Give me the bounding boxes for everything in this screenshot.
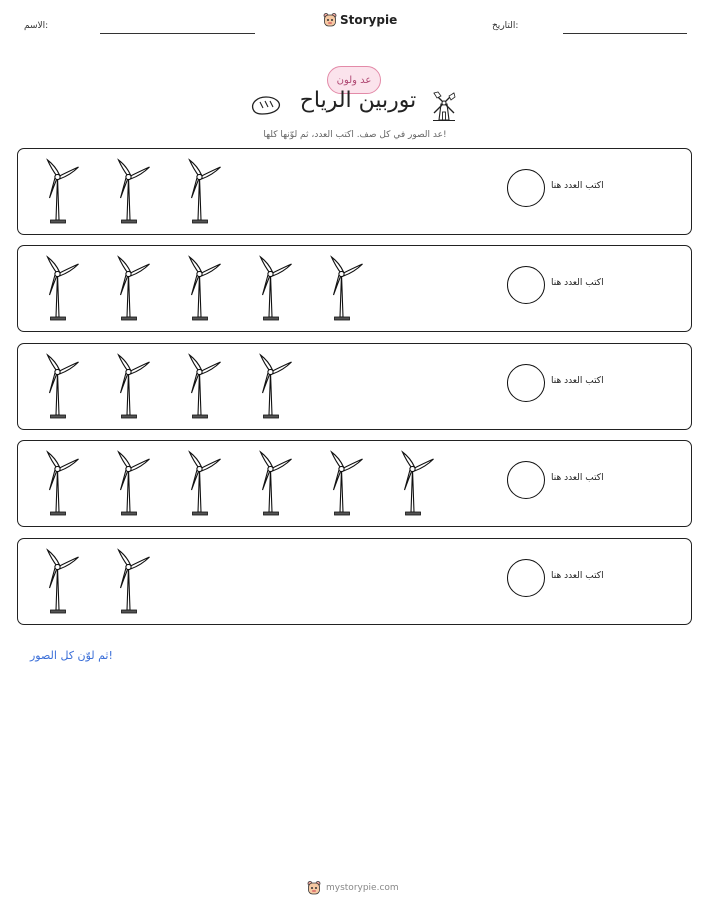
wind-turbine-icon[interactable] <box>170 157 241 229</box>
wind-turbine-icon[interactable] <box>170 254 241 326</box>
answer-prompt: اكتب العدد هنا <box>551 278 604 288</box>
counting-row <box>17 343 692 430</box>
date-line[interactable] <box>563 33 687 34</box>
wind-turbine-icon[interactable] <box>99 254 170 326</box>
answer-circle[interactable] <box>507 559 545 597</box>
answer-prompt: اكتب العدد هنا <box>551 571 604 581</box>
brand-logo <box>323 12 397 28</box>
activity-badge: عد ولون <box>327 66 381 94</box>
turbine-group <box>28 547 170 619</box>
answer-prompt: اكتب العدد هنا <box>551 376 604 386</box>
date-label: التاريخ: <box>492 21 519 31</box>
wind-turbine-icon[interactable] <box>28 547 99 619</box>
wind-turbine-icon[interactable] <box>312 254 383 326</box>
footer <box>307 880 399 896</box>
footnote: ثم لوّن كل الصور! <box>30 649 113 662</box>
counting-row <box>17 440 692 527</box>
bread-icon <box>250 94 282 116</box>
counting-row <box>17 245 692 332</box>
answer-circle[interactable] <box>507 461 545 499</box>
brand-name: Storypie <box>340 13 398 27</box>
windmill-icon <box>431 90 457 122</box>
answer-circle[interactable] <box>507 364 545 402</box>
title-row <box>248 88 458 124</box>
page-title: توربين الرياح <box>299 88 417 113</box>
name-label: الاسم: <box>24 21 49 31</box>
answer-circle[interactable] <box>507 169 545 207</box>
turbine-group <box>28 352 312 424</box>
wind-turbine-icon[interactable] <box>241 352 312 424</box>
storypie-mascot-icon <box>323 12 337 28</box>
wind-turbine-icon[interactable] <box>170 449 241 521</box>
instructions: عد الصور في كل صف. اكتب العدد، ثم لوّنها كلها! <box>263 130 447 140</box>
turbine-group <box>28 157 241 229</box>
wind-turbine-icon[interactable] <box>99 547 170 619</box>
answer-prompt: اكتب العدد هنا <box>551 473 604 483</box>
wind-turbine-icon[interactable] <box>99 449 170 521</box>
wind-turbine-icon[interactable] <box>99 352 170 424</box>
counting-row <box>17 148 692 235</box>
wind-turbine-icon[interactable] <box>170 352 241 424</box>
wind-turbine-icon[interactable] <box>312 449 383 521</box>
turbine-group <box>28 449 454 521</box>
wind-turbine-icon[interactable] <box>99 157 170 229</box>
wind-turbine-icon[interactable] <box>28 254 99 326</box>
answer-prompt: اكتب العدد هنا <box>551 181 604 191</box>
answer-circle[interactable] <box>507 266 545 304</box>
counting-row <box>17 538 692 625</box>
wind-turbine-icon[interactable] <box>28 157 99 229</box>
wind-turbine-icon[interactable] <box>28 449 99 521</box>
wind-turbine-icon[interactable] <box>241 449 312 521</box>
wind-turbine-icon[interactable] <box>28 352 99 424</box>
wind-turbine-icon[interactable] <box>241 254 312 326</box>
wind-turbine-icon[interactable] <box>383 449 454 521</box>
turbine-group <box>28 254 383 326</box>
storypie-mascot-icon <box>307 880 321 896</box>
name-line[interactable] <box>100 33 255 34</box>
footer-site: mystorypie.com <box>326 883 399 893</box>
